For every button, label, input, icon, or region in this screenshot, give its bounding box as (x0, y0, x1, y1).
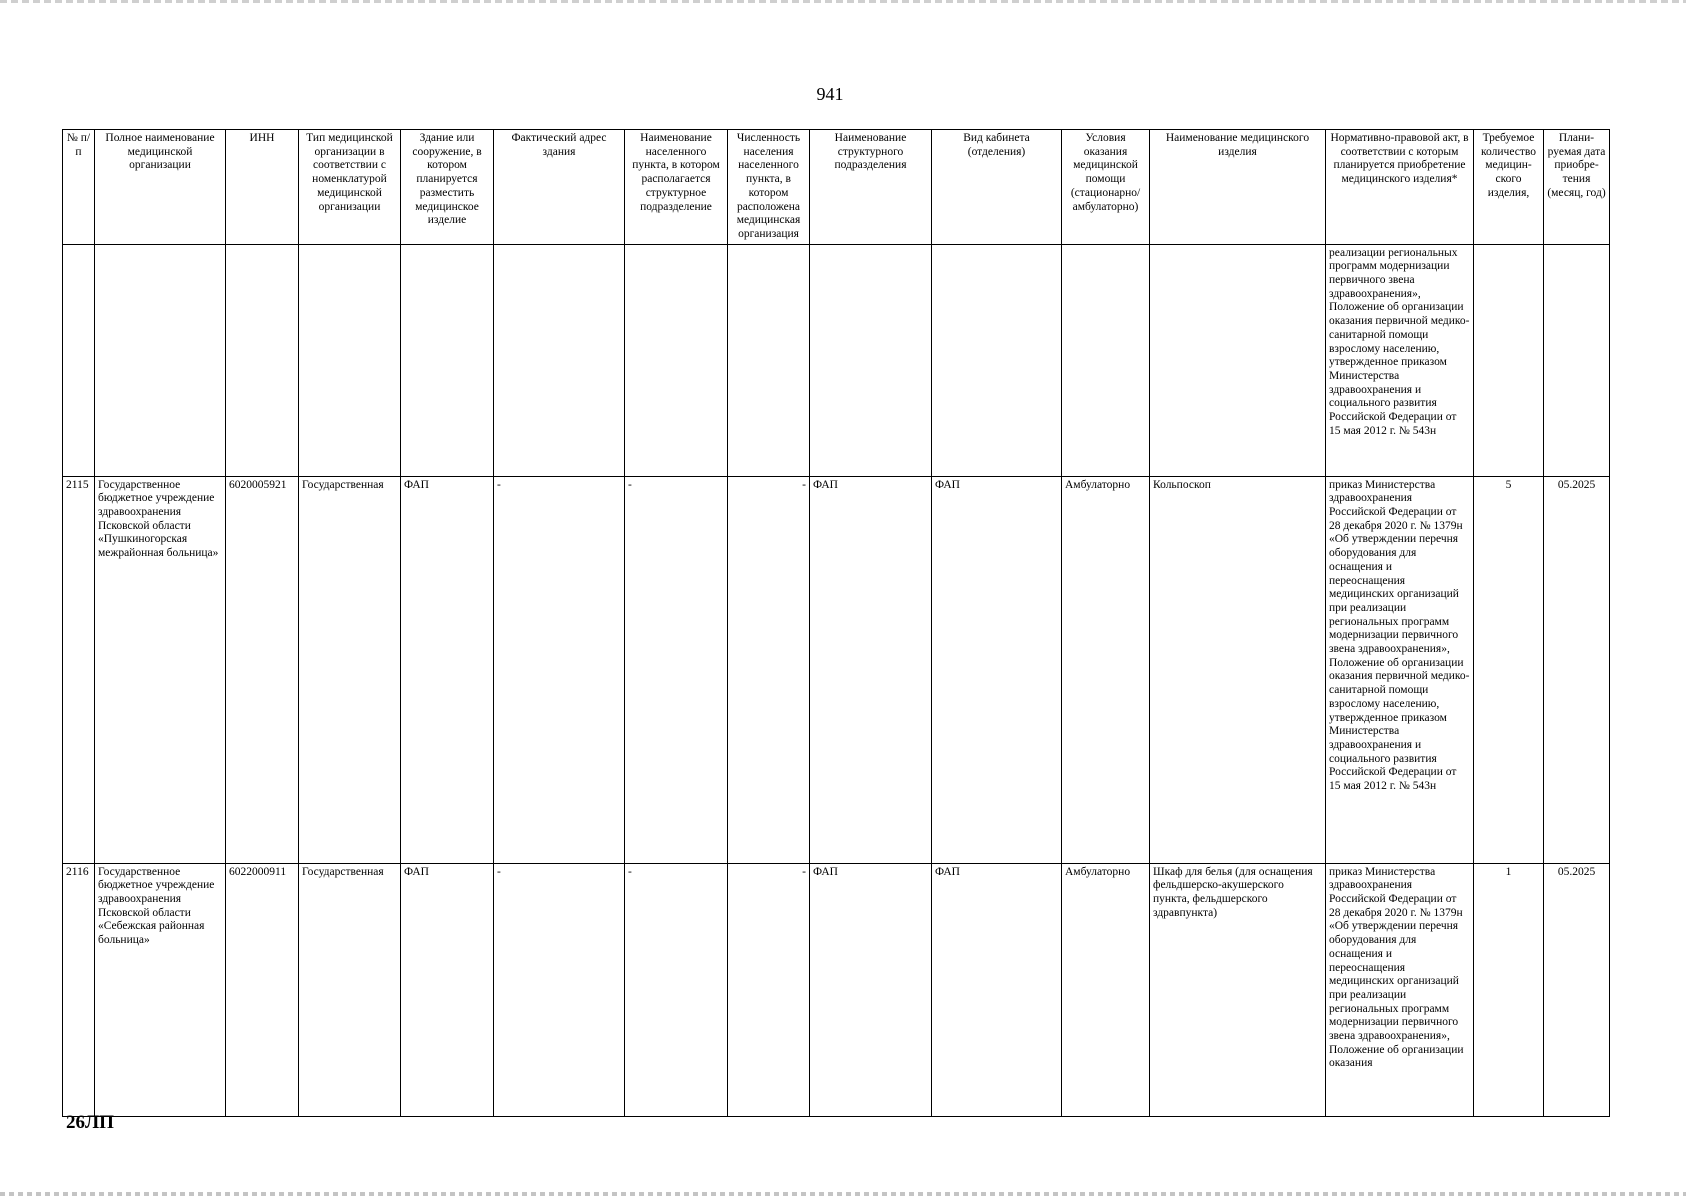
cell-cabinet: ФАП (932, 476, 1062, 863)
cell-org-name: Государственное бюджетное учреждение здравоохранения Псковской области «Себежская районная больница» (95, 863, 226, 1116)
cell-quantity: 5 (1474, 476, 1544, 863)
header-org-type: Тип медицинской организации в соответствии с номенклатурой медицинской организации (299, 130, 401, 245)
cell-date: 05.2025 (1544, 476, 1610, 863)
cell-cabinet: ФАП (932, 863, 1062, 1116)
cell-org-name: Государственное бюджетное учреждение здравоохранения Псковской области «Пушкиногорская межрайонная больница» (95, 476, 226, 863)
cell-settlement: - (625, 863, 728, 1116)
header-settlement: Наименование населенного пункта, в котором располагается структурное подразделение (625, 130, 728, 245)
cell-population: - (728, 863, 810, 1116)
cell-device: Кольпоскоп (1150, 476, 1326, 863)
cell-org-type: Государственная (299, 863, 401, 1116)
cell-inn: 6022000911 (226, 863, 299, 1116)
cell-address: - (494, 476, 625, 863)
cell-empty (1062, 244, 1150, 476)
header-org-name: Полное наименование медицинской организации (95, 130, 226, 245)
cell-empty (1544, 244, 1610, 476)
cell-normative-act: реализации региональных программ модернизации первичного звена здравоохранения», Положение об организации оказания первичной медико-санитарной помощи взрослому населению, утвержденное приказом Министерства здравоохранения и социального развития Российской Федерации от 15 мая 2012 г. № 543н (1326, 244, 1474, 476)
scan-edge-top (0, 0, 1686, 3)
cell-address: - (494, 863, 625, 1116)
table-row (63, 476, 1610, 863)
cell-normative-act: приказ Министерства здравоохранения Российской Федерации от 28 декабря 2020 г. № 1379н «Об утверждении перечня оборудования для оснащения и переоснащения медицинских организаций при реализации региональных программ модернизации первичного звена здравоохранения», Положение об организации оказания (1326, 863, 1474, 1116)
cell-unit: ФАП (810, 476, 932, 863)
header-unit: Наименование структурного подразделения (810, 130, 932, 245)
header-date: Плани-руемая дата приобре-тения (месяц, год) (1544, 130, 1610, 245)
cell-empty (810, 244, 932, 476)
cell-empty (728, 244, 810, 476)
cell-empty (1474, 244, 1544, 476)
cell-settlement: - (625, 476, 728, 863)
table-header-row (63, 130, 1610, 245)
cell-device: Шкаф для белья (для оснащения фельдшерско-акушерского пункта, фельдшерского здравпункта) (1150, 863, 1326, 1116)
footer-code: 26ЛП (66, 1112, 114, 1133)
cell-empty (1150, 244, 1326, 476)
cell-num: 2116 (63, 863, 95, 1116)
scan-edge-bottom (0, 1192, 1686, 1196)
header-device: Наименование медицинского изделия (1150, 130, 1326, 245)
cell-empty (226, 244, 299, 476)
cell-empty (299, 244, 401, 476)
table-row (63, 863, 1610, 1116)
cell-building: ФАП (401, 476, 494, 863)
cell-population: - (728, 476, 810, 863)
header-normative-act: Нормативно-правовой акт, в соответствии с которым планируется приобретение медицинского изделия* (1326, 130, 1474, 245)
cell-empty (625, 244, 728, 476)
cell-empty (494, 244, 625, 476)
medical-devices-table (62, 129, 1610, 1117)
table-row-continuation (63, 244, 1610, 476)
cell-org-type: Государственная (299, 476, 401, 863)
header-inn: ИНН (226, 130, 299, 245)
cell-date: 05.2025 (1544, 863, 1610, 1116)
header-address: Фактический адрес здания (494, 130, 625, 245)
cell-normative-act: приказ Министерства здравоохранения Российской Федерации от 28 декабря 2020 г. № 1379н «Об утверждении перечня оборудования для оснащения и переоснащения медицинских организаций при реализации региональных программ модернизации первичного звена здравоохранения», Положение об организации оказания первичной медико-санитарной помощи взрослому населению, утвержденное приказом Министерства здравоохранения и социального развития Российской Федерации от 15 мая 2012 г. № 543н (1326, 476, 1474, 863)
cell-inn: 6020005921 (226, 476, 299, 863)
cell-num: 2115 (63, 476, 95, 863)
header-cabinet: Вид кабинета (отделения) (932, 130, 1062, 245)
header-num: № п/п (63, 130, 95, 245)
cell-empty (63, 244, 95, 476)
page-number: 941 (816, 84, 844, 104)
cell-empty (932, 244, 1062, 476)
cell-conditions: Амбулаторно (1062, 476, 1150, 863)
header-population: Численность населения населенного пункта, в котором расположена медицинская организация (728, 130, 810, 245)
cell-building: ФАП (401, 863, 494, 1116)
cell-empty (95, 244, 226, 476)
cell-conditions: Амбулаторно (1062, 863, 1150, 1116)
header-building: Здание или сооружение, в котором планируется разместить медицинское изделие (401, 130, 494, 245)
cell-empty (401, 244, 494, 476)
header-conditions: Условия оказания медицинской помощи (стационарно/ амбулаторно) (1062, 130, 1150, 245)
cell-quantity: 1 (1474, 863, 1544, 1116)
cell-unit: ФАП (810, 863, 932, 1116)
header-quantity: Требуемое количество медицин-ского изделия, (1474, 130, 1544, 245)
